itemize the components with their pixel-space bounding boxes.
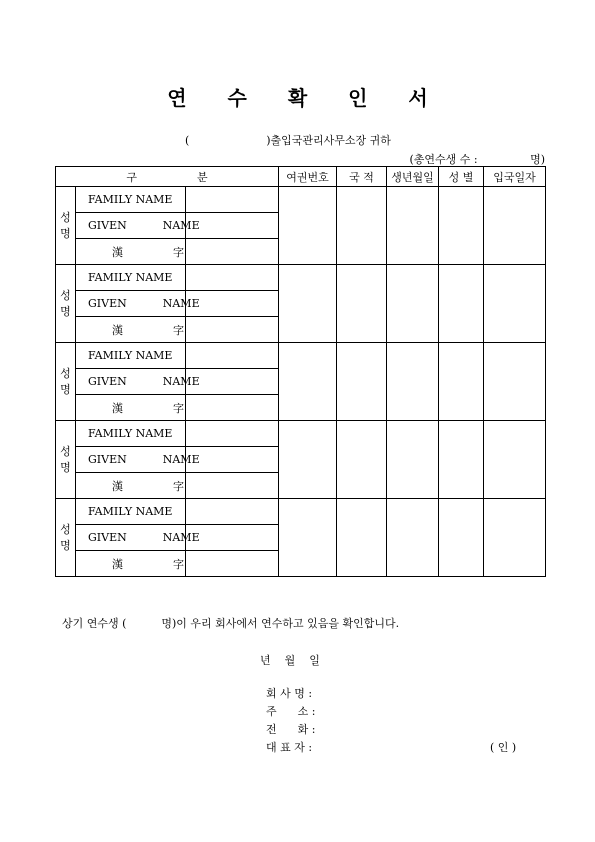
given-label-a: GIVEN	[88, 531, 127, 544]
hanja-label-a: 漢	[112, 479, 123, 493]
header-entry-date: 입국일자	[484, 167, 546, 187]
gender-cell[interactable]	[439, 187, 484, 265]
header-category-left: 구	[126, 170, 137, 184]
name-section-label	[56, 187, 76, 265]
entry-date-cell[interactable]	[484, 343, 546, 421]
gender-cell[interactable]	[439, 265, 484, 343]
name-section-label	[56, 499, 76, 577]
given-label-a: GIVEN	[88, 219, 127, 232]
family-name-label: FAMILY NAME	[76, 187, 186, 213]
given-name-label	[76, 525, 200, 551]
hanja-name-field[interactable]	[186, 395, 279, 421]
given-label-b: NAME	[162, 297, 200, 310]
table-row	[56, 343, 546, 369]
given-name-label	[76, 213, 200, 239]
hanja-name-field[interactable]	[186, 473, 279, 499]
header-nationality: 국 적	[337, 167, 387, 187]
side-label-line1: 성	[60, 366, 71, 380]
table-row	[56, 187, 546, 213]
representative-label: 대 표 자 :	[266, 741, 313, 754]
family-name-field[interactable]	[186, 265, 279, 291]
side-label-line2: 명	[60, 460, 71, 474]
given-name-label	[76, 369, 200, 395]
side-label-line1: 성	[60, 210, 71, 224]
gender-cell[interactable]	[439, 499, 484, 577]
given-label-b: NAME	[162, 531, 200, 544]
family-name-label: FAMILY NAME	[76, 343, 186, 369]
passport-cell[interactable]	[279, 499, 337, 577]
side-label-line2: 명	[60, 304, 71, 318]
table-row	[56, 265, 546, 291]
given-label-a: GIVEN	[88, 297, 127, 310]
given-label-b: NAME	[162, 453, 200, 466]
passport-cell[interactable]	[279, 187, 337, 265]
birth-cell[interactable]	[387, 343, 439, 421]
side-label-line1: 성	[60, 522, 71, 536]
hanja-label-b: 字	[173, 557, 184, 571]
hanja-label-b: 字	[173, 479, 184, 493]
header-gender: 성 별	[439, 167, 484, 187]
confirmation-statement: 상기 연수생 ( 명)이 우리 회사에서 연수하고 있음을 확인합니다.	[62, 617, 400, 630]
side-label-line1: 성	[60, 444, 71, 458]
birth-cell[interactable]	[387, 265, 439, 343]
gender-cell[interactable]	[439, 343, 484, 421]
table-row	[56, 499, 546, 525]
table-row	[56, 421, 546, 447]
nationality-cell[interactable]	[337, 265, 387, 343]
date-line: 년 월 일	[260, 654, 320, 667]
passport-cell[interactable]	[279, 343, 337, 421]
hanja-label-a: 漢	[112, 557, 123, 571]
name-section-label	[56, 343, 76, 421]
hanja-name-field[interactable]	[186, 317, 279, 343]
hanja-name-field[interactable]	[186, 551, 279, 577]
nationality-cell[interactable]	[337, 499, 387, 577]
entry-date-cell[interactable]	[484, 187, 546, 265]
given-name-label	[76, 291, 200, 317]
hanja-label-b: 字	[173, 245, 184, 259]
hanja-label-b: 字	[173, 401, 184, 415]
header-passport: 여권번호	[279, 167, 337, 187]
given-label-a: GIVEN	[88, 453, 127, 466]
addressee-line: ( )출입국관리사무소장 귀하	[185, 134, 391, 147]
hanja-label-a: 漢	[112, 245, 123, 259]
family-name-field[interactable]	[186, 421, 279, 447]
table-header-row	[56, 167, 546, 187]
side-label-line2: 명	[60, 226, 71, 240]
entry-date-cell[interactable]	[484, 421, 546, 499]
nationality-cell[interactable]	[337, 187, 387, 265]
given-label-b: NAME	[162, 375, 200, 388]
hanja-name-field[interactable]	[186, 239, 279, 265]
hanja-label-a: 漢	[112, 323, 123, 337]
total-trainees-line: (총연수생 수 : 명)	[409, 153, 545, 166]
header-category-right: 분	[197, 170, 208, 184]
family-name-label: FAMILY NAME	[76, 265, 186, 291]
birth-cell[interactable]	[387, 187, 439, 265]
company-name-label: 회 사 명 :	[266, 687, 313, 700]
entry-date-cell[interactable]	[484, 265, 546, 343]
seal-mark: ( 인 )	[490, 741, 517, 754]
nationality-cell[interactable]	[337, 343, 387, 421]
header-birth: 생년월일	[387, 167, 439, 187]
passport-cell[interactable]	[279, 421, 337, 499]
name-section-label	[56, 265, 76, 343]
given-name-label	[76, 447, 200, 473]
family-name-label: FAMILY NAME	[76, 421, 186, 447]
side-label-line2: 명	[60, 538, 71, 552]
name-section-label	[56, 421, 76, 499]
gender-cell[interactable]	[439, 421, 484, 499]
side-label-line1: 성	[60, 288, 71, 302]
header-category	[56, 167, 279, 187]
entry-date-cell[interactable]	[484, 499, 546, 577]
hanja-label-a: 漢	[112, 401, 123, 415]
hanja-name-label	[76, 317, 186, 343]
hanja-name-label	[76, 239, 186, 265]
birth-cell[interactable]	[387, 421, 439, 499]
document-title: 연 수 확 인 서	[167, 86, 445, 110]
side-label-line2: 명	[60, 382, 71, 396]
nationality-cell[interactable]	[337, 421, 387, 499]
hanja-name-label	[76, 551, 186, 577]
family-name-field[interactable]	[186, 343, 279, 369]
passport-cell[interactable]	[279, 265, 337, 343]
hanja-name-label	[76, 473, 186, 499]
hanja-label-b: 字	[173, 323, 184, 337]
family-name-field[interactable]	[186, 187, 279, 213]
family-name-label: FAMILY NAME	[76, 499, 186, 525]
given-label-b: NAME	[162, 219, 200, 232]
hanja-name-label	[76, 395, 186, 421]
trainee-table	[55, 166, 546, 577]
family-name-field[interactable]	[186, 499, 279, 525]
address-label: 주 소 :	[266, 705, 316, 718]
given-label-a: GIVEN	[88, 375, 127, 388]
phone-label: 전 화 :	[266, 723, 316, 736]
birth-cell[interactable]	[387, 499, 439, 577]
